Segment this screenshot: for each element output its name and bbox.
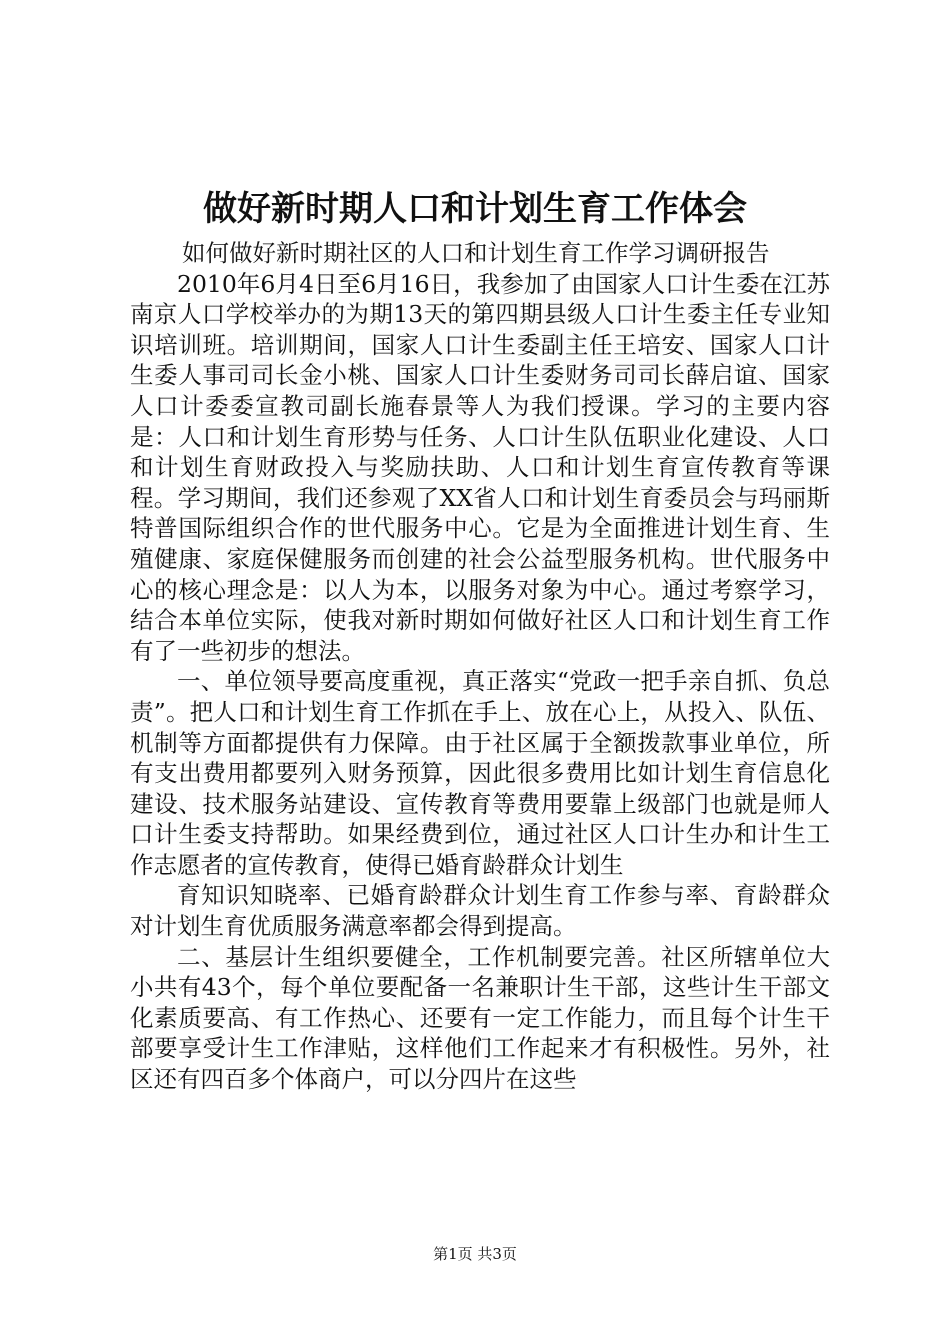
paragraph-2: 一、单位领导要高度重视，真正落实“党政一把手亲自抓、负总责”。把人口和计划生育工作抓在手上、放在心上，从投入、队伍、机制等方面都提供有力保障。由于社区属于全额拨款事业单位，所有支出费用都要列入财务预算，因此很多费用比如计划生育信息化建设、技术服务站建设、宣传教育等费用要靠上级部门也就是师人口计生委支持帮助。如果经费到位，通过社区人口计生办和计生工作志愿者的宣传教育，使得已婚育龄群众计划生 [130, 667, 830, 879]
document-title: 做好新时期人口和计划生育工作体会 [203, 189, 747, 229]
document-body [130, 238, 830, 1095]
paragraph-3: 育知识知晓率、已婚育龄群众计划生育工作参与率、育龄群众对计划生育优质服务满意率都会得到提高。 [130, 881, 830, 941]
paragraph-1: 2010年6月4日至6月16日，我参加了由国家人口计生委在江苏南京人口学校举办的为期13天的第四期县级人口计生委主任专业知识培训班。培训期间，国家人口计生委副主任王培安、国家人口计生委人事司司长金小桃、国家人口计生委财务司司长薛启谊、国家人口计委委宣教司副长施春景等人为我们授课。学习的主要内容是：人口和计划生育形势与任务、人口计生队伍职业化建设、人口和计划生育财政投入与奖励扶助、人口和计划生育宣传教育等课程。学习期间，我们还参观了XX省人口和计划生育委员会与玛丽斯特普国际组织合作的世代服务中心。它是为全面推进计划生育、生殖健康、家庭保健服务而创建的社会公益型服务机构。世代服务中心的核心理念是：以人为本，以服务对象为中心。通过考察学习，结合本单位实际，使我对新时期如何做好社区人口和计划生育工作有了一些初步的想法。 [130, 269, 830, 665]
document-subtitle: 如何做好新时期社区的人口和计划生育工作学习调研报告 [182, 239, 770, 267]
page-footer: 第1页 共3页 [433, 1245, 517, 1263]
paragraph-4: 二、基层计生组织要健全，工作机制要完善。社区所辖单位大小共有43个，每个单位要配备一名兼职计生干部，这些计生干部文化素质要高、有工作热心、还要有一定工作能力，而且每个计生干部要享受计生工作津贴，这样他们工作起来才有积极性。另外，社区还有四百多个体商户，可以分四片在这些 [130, 942, 830, 1094]
